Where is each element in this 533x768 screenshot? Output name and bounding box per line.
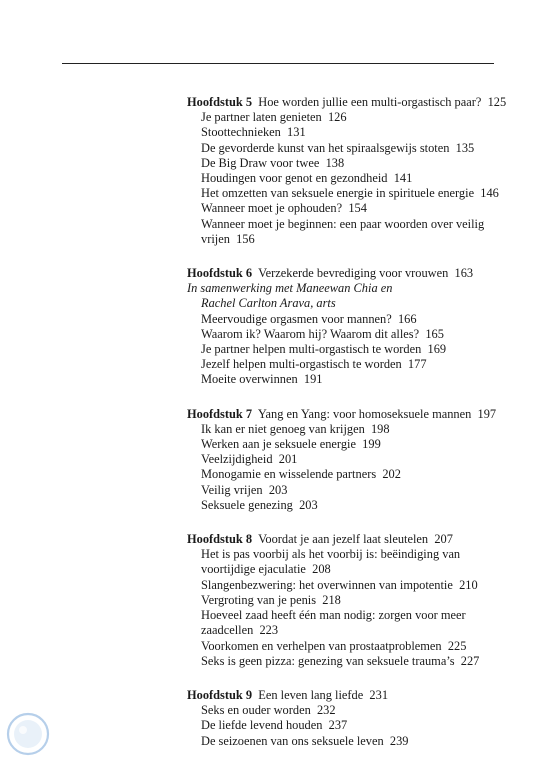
chapter-8 bbox=[187, 532, 499, 669]
chapter-label: Hoofdstuk 6 bbox=[187, 266, 253, 281]
chapter-title: Voordat je aan jezelf laat sleutelen bbox=[258, 532, 429, 547]
toc-entry: Vergroting van je penis 218 bbox=[201, 592, 341, 607]
toc-entry: Wanneer moet je ophouden? 154 bbox=[201, 201, 367, 216]
toc-entry: Houdingen voor genot en gezondheid 141 bbox=[201, 171, 413, 186]
entry-list bbox=[187, 422, 499, 513]
chapter-6 bbox=[187, 266, 499, 388]
chapter-label: Hoofdstuk 5 bbox=[187, 95, 253, 109]
toc-entry: Seksuele genezing 203 bbox=[201, 497, 318, 512]
chapter-label: Hoofdstuk 7 bbox=[187, 406, 253, 421]
chapter-heading bbox=[187, 688, 499, 703]
toc-entry: Veilig vrijen 203 bbox=[201, 482, 288, 497]
table-of-contents bbox=[187, 95, 507, 768]
entry-list bbox=[187, 296, 499, 387]
toc-entry: Slangenbezwering: het overwinnen van impotentie 210 bbox=[201, 577, 478, 592]
chapter-label: Hoofdstuk 9 bbox=[187, 687, 253, 702]
toc-entry: Meervoudige orgasmen voor mannen? 166 bbox=[201, 311, 417, 326]
chapter-heading bbox=[187, 95, 507, 110]
header-rule bbox=[62, 63, 494, 64]
entry-list bbox=[187, 547, 499, 669]
bol-logo-icon bbox=[4, 710, 52, 758]
toc-entry: Werken aan je seksuele energie 199 bbox=[201, 437, 381, 452]
toc-entry: Ik kan er niet genoeg van krijgen 198 bbox=[201, 421, 390, 436]
chapter-5 bbox=[187, 95, 507, 247]
toc-entry: Wanneer moet je beginnen: een paar woorden over veilig vrijen 156 bbox=[201, 216, 485, 246]
chapter-page: 197 bbox=[477, 406, 497, 421]
toc-entry: Je partner helpen multi-orgastisch te worden 169 bbox=[201, 342, 447, 357]
chapter-title: Hoe worden jullie een multi-orgastisch paar? bbox=[258, 95, 482, 109]
chapter-label: Hoofdstuk 8 bbox=[187, 532, 253, 547]
chapter-credit: In samenwerking met Maneewan Chia en bbox=[187, 281, 393, 296]
chapter-page: 231 bbox=[369, 687, 389, 702]
toc-entry: Het is pas voorbij als het voorbij is: beëindiging van voortijdige ejaculatie 208 bbox=[201, 547, 461, 577]
toc-entry: Voorkomen en verhelpen van prostaatproblemen 225 bbox=[201, 638, 467, 653]
entry-list bbox=[187, 110, 499, 247]
chapter-title: Yang en Yang: voor homoseksuele mannen bbox=[257, 406, 472, 421]
toc-entry: Monogamie en wisselende partners 202 bbox=[201, 467, 401, 482]
toc-entry: Hoeveel zaad heeft één man nodig: zorgen voor meer zaadcellen 223 bbox=[201, 608, 466, 638]
toc-entry: Moeite overwinnen 191 bbox=[201, 372, 323, 387]
chapter-page: 125 bbox=[487, 95, 507, 109]
chapter-7 bbox=[187, 407, 499, 513]
toc-entry: De liefde levend houden 237 bbox=[201, 718, 348, 733]
chapter-9 bbox=[187, 688, 499, 749]
toc-entry: Waarom ik? Waarom hij? Waarom dit alles? 165 bbox=[201, 326, 444, 341]
toc-entry: De seizoenen van ons seksuele leven 239 bbox=[201, 733, 409, 748]
toc-entry: Stoottechnieken 131 bbox=[201, 125, 306, 140]
chapter-heading bbox=[187, 407, 499, 422]
chapter-heading bbox=[187, 266, 499, 281]
toc-entry: De Big Draw voor twee 138 bbox=[201, 155, 345, 170]
toc-entry: Seks en ouder worden 232 bbox=[201, 703, 336, 718]
chapter-credit: Rachel Carlton Arava, arts bbox=[201, 296, 336, 311]
toc-entry: Jezelf helpen multi-orgastisch te worden 177 bbox=[201, 357, 427, 372]
chapter-title: Verzekerde bevrediging voor vrouwen bbox=[258, 266, 449, 281]
chapter-heading bbox=[187, 532, 499, 547]
chapter-page: 207 bbox=[434, 532, 453, 547]
toc-entry: Veelzijdigheid 201 bbox=[201, 452, 298, 467]
toc-entry: Het omzetten van seksuele energie in spirituele energie 146 bbox=[201, 186, 499, 201]
chapter-page: 163 bbox=[454, 266, 474, 281]
entry-list bbox=[187, 703, 499, 749]
chapter-title: Een leven lang liefde bbox=[258, 687, 364, 702]
toc-entry: Seks is geen pizza: genezing van seksuele trauma’s 227 bbox=[201, 653, 480, 668]
toc-entry: De gevorderde kunst van het spiraalsgewijs stoten 135 bbox=[201, 140, 475, 155]
toc-entry: Je partner laten genieten 126 bbox=[201, 110, 347, 125]
